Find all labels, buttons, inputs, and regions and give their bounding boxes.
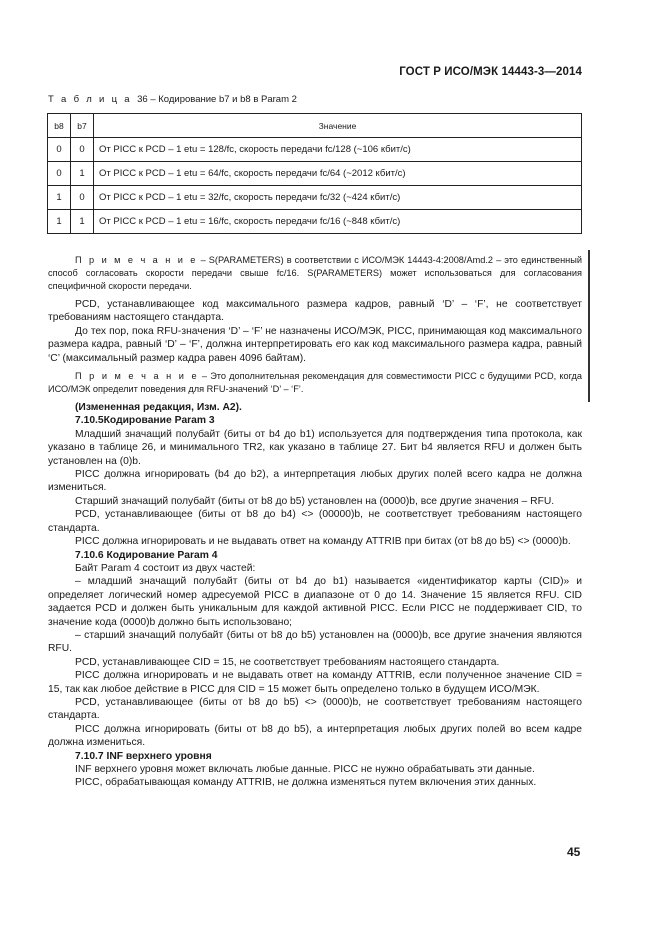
- cell-b8: 0: [48, 138, 71, 162]
- list-item: – младший значащий полубайт (биты от b4 до b1) называется «идентификатор карты (CID)» и определяет логический номер адресуемой PICC в диапазоне от 0 до 14. Значение 15 является RFU. CID задается PCD и должен быть уникальным для каждой активной PICC. Если PICC не поддерживает CID, то значение кода (0000)b должно быть использовано;: [48, 576, 582, 628]
- paragraph: PCD, устанавливающее (биты от b8 до b4) <> (00000)b, не соответствует требованиям настоящего стандарта.: [48, 509, 582, 534]
- table-caption-label: Т а б л и ц а: [48, 94, 132, 105]
- table-row: [48, 210, 582, 234]
- paragraph: Байт Param 4 состоит из двух частей:: [75, 562, 256, 574]
- table-row: [48, 162, 582, 186]
- note-label: П р и м е ч а н и е: [75, 371, 199, 382]
- paragraph: PICC должна игнорировать (биты от b8 до b5), а интерпретация любых других полей во всем кадре должна измениться.: [48, 723, 582, 749]
- note-label: П р и м е ч а н и е: [75, 255, 198, 265]
- header-b8: b8: [48, 114, 71, 138]
- change-marker-bar: [588, 250, 590, 402]
- cell-b7: 0: [71, 138, 94, 162]
- cell-b8: 0: [48, 162, 71, 186]
- paragraph: PICC должна игнорировать (b4 до b2), а интерпретация любых других полей всего кадра не должна измениться.: [48, 469, 582, 494]
- paragraph: PICC должна игнорировать и не выдавать ответ на команду ATTRIB, если полученное значение CID = 15, так как любое действие в PICC для CID = 15 может быть определено только в будущем ИСО/МЭК.: [48, 670, 582, 695]
- table-caption-text: 36 – Кодирование b7 и b8 в Param 2: [137, 94, 297, 105]
- section-heading-7-10-5: 7.10.5Кодирование Param 3: [75, 415, 215, 427]
- table-header-row: [48, 114, 582, 138]
- cell-value: От PICC к PCD – 1 etu = 32/fc, скорость передачи fc/32 (~424 кбит/с): [94, 186, 582, 210]
- paragraph: PICC должна игнорировать и не выдавать ответ на команду ATTRIB при битах (от b8 до b5) <> (0000)b.: [75, 536, 571, 548]
- paragraph: PCD, устанавливающее (биты от b8 до b5) <> (0000)b, не соответствует требованиям настоящего стандарта.: [48, 696, 582, 722]
- paragraph: Младший значащий полубайт (биты от b4 до b1) используется для подтверждения типа протокола, как указано в таблице 26, и минимального TR2, как указано в таблице 27. Бит b4 является RFU и должен быть установлен на (0)b.: [48, 428, 582, 467]
- cell-b7: 0: [71, 186, 94, 210]
- table-row: [48, 186, 582, 210]
- table-row: [48, 138, 582, 162]
- note-compatibility: [48, 370, 582, 396]
- coding-table: [47, 113, 582, 234]
- cell-b8: 1: [48, 210, 71, 234]
- page-header-standard: ГОСТ Р ИСО/МЭК 14443-3—2014: [399, 66, 582, 78]
- cell-value: От PICC к PCD – 1 etu = 16/fc, скорость передачи fc/16 (~848 кбит/с): [94, 210, 582, 234]
- table-caption: [48, 94, 297, 105]
- cell-value: От PICC к PCD – 1 etu = 128/fc, скорость передачи fc/128 (~106 кбит/с): [94, 138, 582, 162]
- section-heading-7-10-7: 7.10.7 INF верхнего уровня: [75, 750, 212, 762]
- document-body: [48, 254, 582, 790]
- paragraph-rfu-values: До тех пор, пока RFU-значения ‘D’ – ‘F’ не назначены ИСО/МЭК, PICC, принимающая код максимального размера кадра, равный ‘D’ – ‘F’, должна интерпретировать его как код максимального размера кадра, равный ‘C’ (максимальный размер кадра равен 4096 байтам).: [48, 325, 582, 364]
- cell-b8: 1: [48, 186, 71, 210]
- paragraph-pcd-max-frame: PCD, устанавливающее код максимального размера кадров, равный ‘D’ – ‘F’, не соответствует требованиям настоящего стандарта.: [48, 299, 582, 324]
- paragraph: Старший значащий полубайт (биты от b8 до b5) установлен на (0000)b, все другие значения – RFU.: [75, 495, 555, 507]
- header-value: Значение: [94, 114, 582, 138]
- cell-b7: 1: [71, 210, 94, 234]
- paragraph: INF верхнего уровня может включать любые данные. PICC не нужно обрабатывать эти данные.: [75, 764, 535, 775]
- note-parameters: [48, 254, 582, 293]
- paragraph: PICC, обрабатывающая команду ATTRIB, не должна изменяться путем включения этих данных.: [75, 777, 537, 789]
- amended-edition: (Измененная редакция, Изм. А2).: [75, 402, 242, 414]
- cell-value: От PICC к PCD – 1 etu = 64/fc, скорость передачи fc/64 (~2012 кбит/с): [94, 162, 582, 186]
- cell-b7: 1: [71, 162, 94, 186]
- note-text: – S(PARAMETERS) в соответствии с ИСО/МЭК 14443-4:2008/Amd.2 – это единственный способ согласовать скорости передачи свыше fc/16. S(PARAMETERS) может использоваться для согласования специфичной скорости передачи.: [48, 255, 582, 291]
- paragraph: PCD, устанавливающее CID = 15, не соответствует требованиям настоящего стандарта.: [75, 656, 500, 668]
- note-text: – Это дополнительная рекомендация для совместимости PICC с будущими PCD, когда ИСО/МЭК определит поведения для RFU-значений ‘D’ – ‘F’.: [48, 371, 582, 395]
- page-number: 45: [567, 845, 581, 859]
- section-heading-7-10-6: 7.10.6 Кодирование Param 4: [75, 549, 218, 561]
- header-b7: b7: [71, 114, 94, 138]
- list-item: – старший значащий полубайт (биты от b8 до b5) установлен на (0000)b, все другие значения являются RFU.: [48, 629, 582, 655]
